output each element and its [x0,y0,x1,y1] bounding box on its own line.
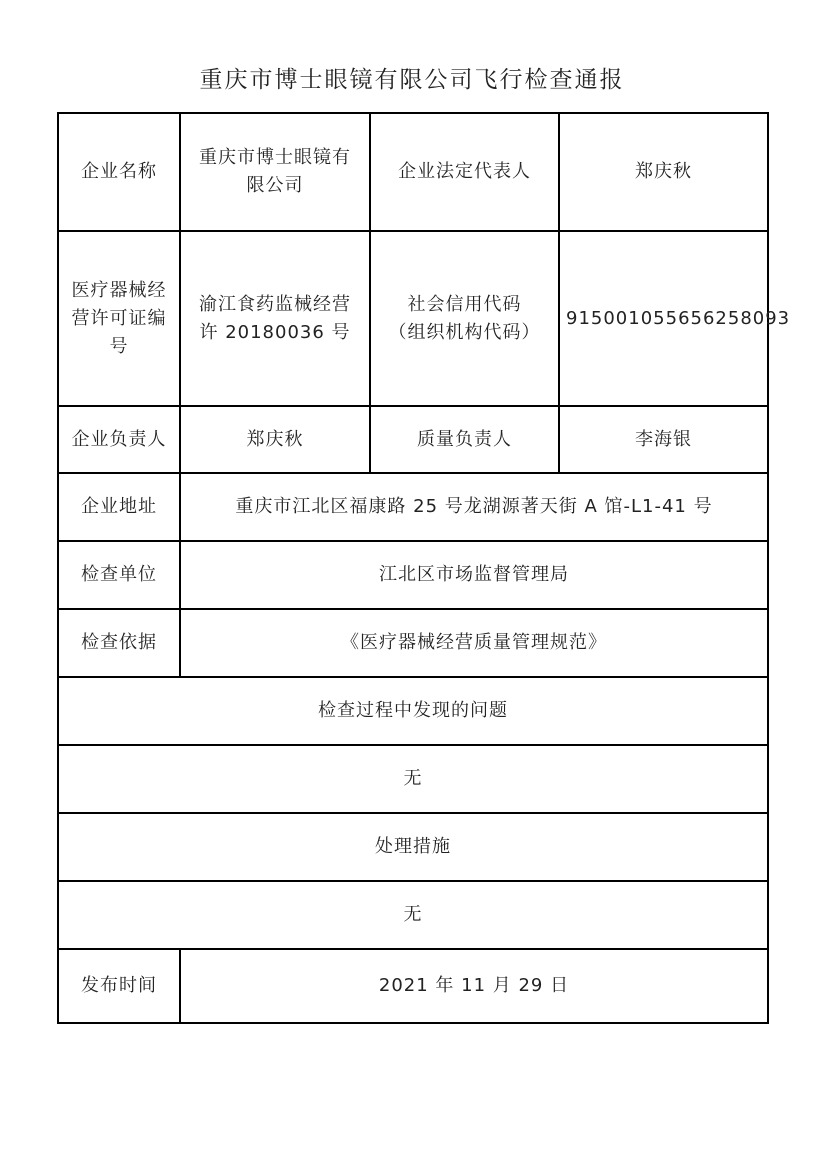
table-row [58,541,768,609]
credit-code-label-line: 社会信用代码 [407,293,522,315]
measures-value: 无 [58,881,768,949]
table-row [58,113,768,231]
table-row [58,745,768,813]
basis-value: 《医疗器械经营质量管理规范》 [180,609,768,677]
license-value [180,231,370,406]
quality-manager-value: 李海银 [559,406,768,473]
legal-rep-value: 郑庆秋 [559,113,768,231]
company-name-value [180,113,370,231]
table-row [58,609,768,677]
publish-time-value: 2021 年 11 月 29 日 [180,949,768,1023]
table-row [58,677,768,745]
table-row [58,231,768,406]
inspector-value: 江北区市场监督管理局 [180,541,768,609]
table-row [58,949,768,1023]
inspector-label: 检查单位 [58,541,180,609]
credit-code-label [370,231,559,406]
license-label-line: 医疗器械经 [71,279,167,301]
license-label-line: 营许可证编 [71,307,167,329]
license-value-line: 许 20180036 号 [199,321,351,343]
company-name-line: 重庆市博士眼镜有 [199,147,351,168]
address-label: 企业地址 [58,473,180,541]
address-value: 重庆市江北区福康路 25 号龙湖源著天街 A 馆-L1-41 号 [180,473,768,541]
publish-time-label: 发布时间 [58,949,180,1023]
quality-manager-label: 质量负责人 [370,406,559,473]
table-row [58,813,768,881]
measures-header: 处理措施 [58,813,768,881]
legal-rep-label: 企业法定代表人 [370,113,559,231]
problems-header: 检查过程中发现的问题 [58,677,768,745]
problems-value: 无 [58,745,768,813]
page-title: 重庆市博士眼镜有限公司飞行检查通报 [199,67,625,93]
person-in-charge-label: 企业负责人 [58,406,180,473]
license-label [58,231,180,406]
company-name-line: 限公司 [246,175,304,196]
license-label-line: 号 [109,335,129,357]
table-row [58,406,768,473]
person-in-charge-value: 郑庆秋 [180,406,370,473]
credit-code-label-line: （组织机构代码） [388,321,541,343]
basis-label: 检查依据 [58,609,180,677]
credit-code-value: 915001055656258093 [559,231,768,406]
report-table [57,112,791,1024]
company-name-label: 企业名称 [58,113,180,231]
table-row [58,881,768,949]
table-row [58,473,768,541]
license-value-line: 渝江食药监械经营 [199,293,351,315]
